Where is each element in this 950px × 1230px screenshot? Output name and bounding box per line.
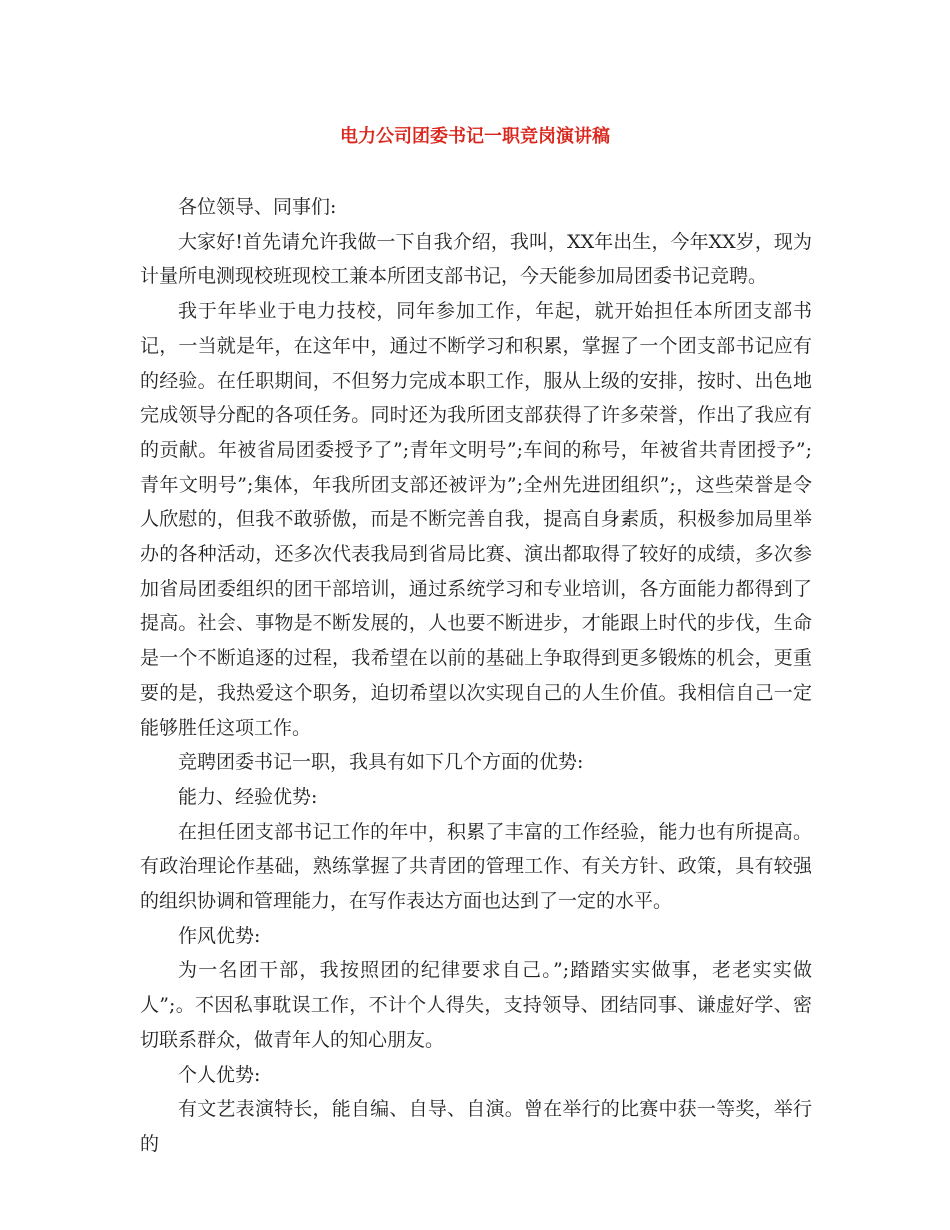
heading-style-advantage: 作风优势: xyxy=(178,924,261,947)
paragraph-introduction: 大家好!首先请允许我做一下自我介绍，我叫，XX年出生，今年XX岁，现为计量所电测现校班现校工兼本所团支部书记，今天能参加局团委书记竞聘。 xyxy=(140,230,812,288)
document-body xyxy=(140,190,812,1162)
paragraph-advantages-intro: 竞聘团委书记一职，我具有如下几个方面的优势: xyxy=(178,751,584,774)
paragraph-personal-advantage: 有文艺表演特长，能自编、自导、自演。曾在举行的比赛中获一等奖，举行的 xyxy=(140,1098,812,1155)
heading-ability-advantage: 能力、经验优势: xyxy=(178,785,318,808)
document-title: 电力公司团委书记一职竞岗演讲稿 xyxy=(340,126,610,147)
paragraph-greeting: 各位领导、同事们: xyxy=(178,196,337,218)
paragraph-style-advantage: 为一名团干部，我按照团的纪律要求自己。”;踏踏实实做事，老老实实做人”;。不因私事耽误工作，不计个人得失，支持领导、团结同事、谦虚好学、密切联系群众，做青年人的知心朋友。 xyxy=(140,959,812,1051)
heading-personal-advantage: 个人优势: xyxy=(178,1063,261,1086)
paragraph-ability-advantage: 在担任团支部书记工作的年中，积累了丰富的工作经验，能力也有所提高。有政治理论作基础，熟练掌握了共青团的管理工作、有关方针、政策，具有较强的组织协调和管理能力，在写作表达方面也达到了一定的水平。 xyxy=(140,820,812,913)
paragraph-experience: 我于年毕业于电力技校，同年参加工作，年起，就开始担任本所团支部书记，一当就是年，在这年中，通过不断学习和积累，掌握了一个团支部书记应有的经验。在任职期间，不但努力完成本职工作，服从上级的安排，按时、出色地完成领导分配的各项任务。同时还为我所团支部获得了许多荣誉，作出了我应有的贡献。年被省局团委授予了”;青年文明号”;车间的称号，年被省共青团授予”;青年文明号”;集体，年我所团支部还被评为”;全州先进团组织”;，这些荣誉是令人欣慰的，但我不敢骄傲，而是不断完善自我，提高自身素质，积极参加局里举办的各种活动，还多次代表我局到省局比赛、演出都取得了较好的成绩，多次参加省局团委组织的团干部培训，通过系统学习和专业培训，各方面能力都得到了提高。社会、事物是不断发展的，人也要不断进步，才能跟上时代的步伐，生命是一个不断追逐的过程，我希望在以前的基础上争取得到更多锻炼的机会，更重要的是，我热爱这个职务，迫切希望以次实现自己的人生价值。我相信自己一定能够胜任这项工作。 xyxy=(140,300,812,739)
